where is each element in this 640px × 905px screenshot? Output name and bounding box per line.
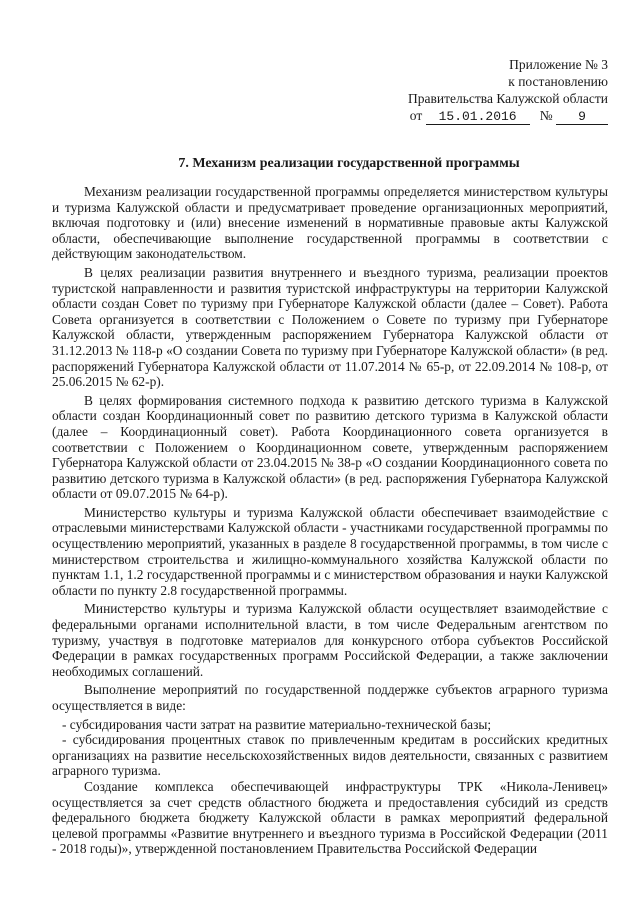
paragraph-tourism-council: В целях реализации развития внутреннего и въездного туризма, реализации проектов туристской направленности и развития туристской инфраструктуры на территории Калужской области создан Совет по туризму при Губернаторе Калужской области (далее – Совет). Работа Совета организуется в соответствии с Положением о Совете по туризму при Губернаторе Калужской области, утвержденным распоряжением Губернатора Калужской области от 31.12.2013 № 118-р «О создании Совета по туризму при Губернаторе Калужской области» (в ред. распоряжений Губернатора Калужской области от 11.07.2014 № 65-р, от 22.09.2014 № 108-р, от 25.06.2015 № 62-р).	[52, 264, 608, 390]
appendix-government: Правительства Калужской области	[407, 91, 608, 106]
appendix-header	[408, 56, 608, 125]
resolution-number: 9	[556, 110, 608, 125]
date-prefix: от	[409, 108, 423, 123]
paragraph-coordination-council: В целях формирования системного подхода к развитию детского туризма в Калужской области создан Координационный совет по развитию детского туризма в Калужской области (далее – Координационный совет). Работа Координационного совета организуется в соответствии с Положением о Координационном совете, утвержденным распоряжением Губернатора Калужской области от 23.04.2015 № 38-р «О создании Координационного совета по развитию детского туризма в Калужской области» (в ред. распоряжения Губернатора Калужской области от 09.07.2015 № 64-р).	[52, 392, 608, 502]
resolution-date: 15.01.2016	[426, 110, 530, 125]
appendix-title: Приложение № 3	[509, 57, 608, 72]
paragraph-agrarian-tourism: Выполнение мероприятий по государственной поддержке субъектов аграрного туризма осуществляется в виде:	[52, 682, 608, 713]
appendix-to-resolution: к постановлению	[508, 74, 608, 89]
appendix-date-line	[408, 107, 608, 125]
paragraph-infrastructure: Создание комплекса обеспечивающей инфраструктуры ТРК «Никола-Ленивец» осуществляется за счет средств областного бюджета и предоставления субсидий из средств федерального бюджета бюджету Калужской области в рамках мероприятий федеральной целевой программы «Развитие внутреннего и въездного туризма в Российской Федерации (2011 - 2018 годы)», утвержденной постановлением Правительства Российской Федерации	[52, 778, 608, 857]
list-item-subsidy-interest: - субсидирования процентных ставок по привлеченным кредитам в российских кредитных организациях на развитие несельскохозяйственных видов деятельности, связанных с развитием аграрного туризма.	[52, 732, 608, 779]
list-item-subsidy-material: - субсидирования части затрат на развитие материально-технической базы;	[62, 716, 492, 732]
paragraph-federal-interaction: Министерство культуры и туризма Калужской области осуществляет взаимодействие с федеральными органами исполнительной власти, в том числе Федеральным агентством по туризму, участвуя в подготовке материалов для конкурсного отбора субъектов Российской Федерации в рамках государственных программ Российской Федерации, а также заключении необходимых соглашений.	[52, 601, 608, 679]
document-body	[52, 184, 608, 860]
number-prefix: №	[539, 108, 553, 123]
paragraph-ministry-interaction: Министерство культуры и туризма Калужской области обеспечивает взаимодействие с отраслевыми министерствами Калужской области - участниками государственной программы по осуществлению мероприятий, указанных в разделе 8 государственной программы, в том числе с министерством строительства и жилищно-коммунального хозяйства Калужской области по пунктам 1.1, 1.2 государственной программы и с министерством образования и науки Калужской области по пункту 2.8 государственной программы.	[52, 504, 608, 598]
paragraph-mechanism: Механизм реализации государственной программы определяется министерством культуры и туризма Калужской области и предусматривает проведение организационных мероприятий, включая подготовку и (или) внесение изменений в нормативные правовые акты Калужской области, обеспечивающие выполнение государственной программы в соответствии с действующим законодательством.	[52, 184, 608, 262]
section-title: 7. Механизм реализации государственной программы	[178, 156, 520, 171]
